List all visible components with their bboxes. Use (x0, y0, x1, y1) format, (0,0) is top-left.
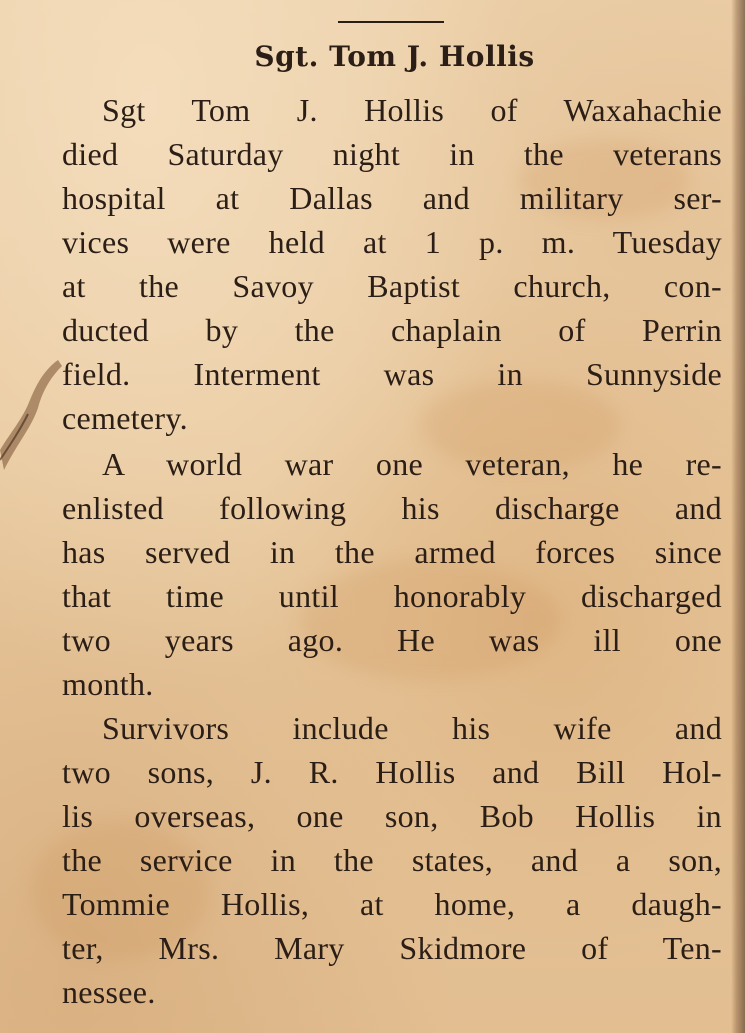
article-line: vices were held at 1 p. m. Tuesday (62, 224, 722, 260)
article-line: Tommie Hollis, at home, a daugh- (62, 886, 722, 922)
article-line: at the Savoy Baptist church, con- (62, 268, 722, 304)
article-line: the service in the states, and a son, (62, 842, 722, 878)
article-line: lis overseas, one son, Bob Hollis in (62, 798, 722, 834)
article-line: died Saturday night in the veterans (62, 136, 722, 172)
article-line: A world war one veteran, he re- (102, 446, 722, 482)
article-line: Survivors include his wife and (102, 710, 722, 746)
article-line: cemetery. (62, 400, 188, 436)
column-border (731, 0, 745, 1033)
article-line: has served in the armed forces since (62, 534, 722, 570)
article-line: two years ago. He was ill one (62, 622, 722, 658)
article-line: month. (62, 666, 154, 702)
article-line: hospital at Dallas and military ser- (62, 180, 722, 216)
header-rule (338, 21, 444, 23)
article-title: Sgt. Tom J. Hollis (254, 40, 535, 73)
article-line: ducted by the chaplain of Perrin (62, 312, 722, 348)
torn-edge-mark (0, 330, 70, 500)
article-line: enlisted following his discharge and (62, 490, 722, 526)
article-line: ter, Mrs. Mary Skidmore of Ten- (62, 930, 722, 966)
article-line: nessee. (62, 974, 156, 1010)
article-line: Sgt Tom J. Hollis of Waxahachie (102, 92, 722, 128)
article-line: two sons, J. R. Hollis and Bill Hol- (62, 754, 722, 790)
article-line: field. Interment was in Sunnyside (62, 356, 722, 392)
article-line: that time until honorably discharged (62, 578, 722, 614)
